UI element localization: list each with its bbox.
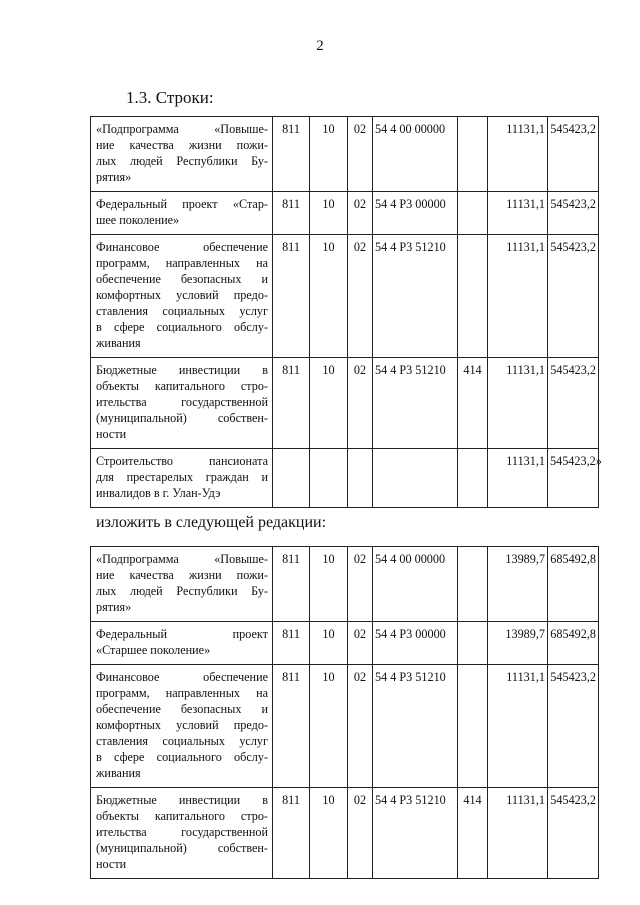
cell-ministry-code: 811 bbox=[273, 358, 310, 449]
item-name-line: Федеральный проект «Стар- bbox=[96, 197, 268, 211]
table-row bbox=[91, 449, 599, 508]
cell-target-code: 54 4 P3 51210 bbox=[373, 665, 458, 788]
item-name-line: живания bbox=[96, 766, 141, 780]
cell-expense-type bbox=[458, 665, 488, 788]
cell-ministry-code: 811 bbox=[273, 547, 310, 622]
cell-item-name bbox=[91, 547, 273, 622]
cell-amount-2: 545423,2 bbox=[548, 358, 599, 449]
item-name-line: инвалидов в г. Улан-Удэ bbox=[96, 486, 221, 500]
cell-amount-2: 685492,8 bbox=[548, 622, 599, 665]
cell-item-name bbox=[91, 358, 273, 449]
cell-target-code: 54 4 P3 51210 bbox=[373, 235, 458, 358]
table-body bbox=[91, 117, 602, 508]
cell-amount-2: 545423,2» bbox=[548, 449, 599, 508]
item-name-line: ние качества жизни пожи- bbox=[96, 138, 268, 152]
page-number: 2 bbox=[316, 38, 324, 54]
item-name-line: объекты капитального стро- bbox=[96, 379, 268, 393]
item-name-line: ставления социальных услуг bbox=[96, 734, 268, 748]
table-row bbox=[91, 192, 599, 235]
item-name-line: объекты капитального стро- bbox=[96, 809, 268, 823]
cell-target-code: 54 4 P3 00000 bbox=[373, 622, 458, 665]
item-name-line: Федеральный проект bbox=[96, 627, 268, 641]
item-name-line: ительства государственной bbox=[96, 395, 268, 409]
table-row bbox=[91, 547, 599, 622]
cell-expense-type bbox=[458, 235, 488, 358]
item-name-line: обеспечение безопасных и bbox=[96, 702, 268, 716]
cell-section-code: 10 bbox=[310, 358, 348, 449]
cell-subsection-code: 02 bbox=[348, 192, 373, 235]
cell-subsection-code: 02 bbox=[348, 788, 373, 879]
item-name-line: программ, направленных на bbox=[96, 686, 268, 700]
item-name-line: ставления социальных услуг bbox=[96, 304, 268, 318]
item-name-line: Бюджетные инвестиции в bbox=[96, 793, 268, 807]
cell-item-name bbox=[91, 235, 273, 358]
cell-item-name bbox=[91, 788, 273, 879]
cell-ministry-code bbox=[273, 449, 310, 508]
item-name-line: живания bbox=[96, 336, 141, 350]
table-row bbox=[91, 235, 599, 358]
item-name-line: ности bbox=[96, 857, 127, 871]
cell-section-code: 10 bbox=[310, 192, 348, 235]
item-name-line: шее поколение» bbox=[96, 213, 180, 227]
cell-target-code: 54 4 P3 51210 bbox=[373, 788, 458, 879]
table-row bbox=[91, 788, 599, 879]
cell-expense-type bbox=[458, 547, 488, 622]
budget-table-old bbox=[90, 116, 602, 508]
table-row bbox=[91, 665, 599, 788]
cell-amount-2: 545423,2 bbox=[548, 192, 599, 235]
item-name-line: Финансовое обеспечение bbox=[96, 670, 268, 684]
item-name-line: Бюджетные инвестиции в bbox=[96, 363, 268, 377]
cell-amount-2: 545423,2 bbox=[548, 235, 599, 358]
cell-subsection-code: 02 bbox=[348, 235, 373, 358]
cell-amount-1: 11131,1 bbox=[488, 449, 548, 508]
cell-amount-1: 11131,1 bbox=[488, 192, 548, 235]
cell-section-code: 10 bbox=[310, 117, 348, 192]
cell-ministry-code: 811 bbox=[273, 117, 310, 192]
cell-amount-1: 11131,1 bbox=[488, 117, 548, 192]
cell-amount-1: 11131,1 bbox=[488, 665, 548, 788]
intro-text: изложить в следующей редакции: bbox=[96, 514, 327, 531]
item-name-line: для престарелых граждан и bbox=[96, 470, 268, 484]
cell-subsection-code: 02 bbox=[348, 665, 373, 788]
cell-expense-type: 414 bbox=[458, 358, 488, 449]
item-name-line: лых людей Республики Бу- bbox=[96, 584, 268, 598]
cell-subsection-code: 02 bbox=[348, 547, 373, 622]
cell-ministry-code: 811 bbox=[273, 665, 310, 788]
cell-section-code: 10 bbox=[310, 665, 348, 788]
item-name-line: Строительство пансионата bbox=[96, 454, 268, 468]
item-name-line: комфортных условий предо- bbox=[96, 288, 268, 302]
table-row bbox=[91, 622, 599, 665]
cell-section-code: 10 bbox=[310, 547, 348, 622]
table-row bbox=[91, 117, 599, 192]
cell-section-code: 10 bbox=[310, 622, 348, 665]
cell-ministry-code: 811 bbox=[273, 192, 310, 235]
cell-expense-type bbox=[458, 117, 488, 192]
item-name-line: в сфере социального обслу- bbox=[96, 320, 268, 334]
item-name-line: «Старшее поколение» bbox=[96, 643, 211, 657]
cell-ministry-code: 811 bbox=[273, 622, 310, 665]
item-name-line: обеспечение безопасных и bbox=[96, 272, 268, 286]
item-name-line: ние качества жизни пожи- bbox=[96, 568, 268, 582]
cell-expense-type bbox=[458, 192, 488, 235]
cell-amount-1: 11131,1 bbox=[488, 235, 548, 358]
cell-amount-1: 13989,7 bbox=[488, 547, 548, 622]
cell-subsection-code: 02 bbox=[348, 358, 373, 449]
budget-table-new bbox=[90, 546, 599, 879]
item-name-line: ительства государственной bbox=[96, 825, 268, 839]
cell-expense-type bbox=[458, 622, 488, 665]
cell-amount-2: 545423,2 bbox=[548, 117, 599, 192]
item-name-line: в сфере социального обслу- bbox=[96, 750, 268, 764]
cell-subsection-code bbox=[348, 449, 373, 508]
item-name-line: рятия» bbox=[96, 170, 132, 184]
cell-target-code: 54 4 P3 00000 bbox=[373, 192, 458, 235]
item-name-line: лых людей Республики Бу- bbox=[96, 154, 268, 168]
cell-expense-type bbox=[458, 449, 488, 508]
item-name-line: комфортных условий предо- bbox=[96, 718, 268, 732]
cell-subsection-code: 02 bbox=[348, 622, 373, 665]
cell-target-code bbox=[373, 449, 458, 508]
cell-section-code: 10 bbox=[310, 235, 348, 358]
section-heading: 1.3. Строки: bbox=[126, 88, 214, 107]
cell-item-name bbox=[91, 192, 273, 235]
cell-ministry-code: 811 bbox=[273, 235, 310, 358]
item-name-line: «Подпрограмма «Повыше- bbox=[96, 122, 268, 136]
cell-item-name bbox=[91, 622, 273, 665]
table-body bbox=[91, 547, 599, 879]
cell-item-name bbox=[91, 449, 273, 508]
table-row bbox=[91, 358, 599, 449]
cell-amount-1: 11131,1 bbox=[488, 788, 548, 879]
cell-target-code: 54 4 00 00000 bbox=[373, 117, 458, 192]
item-name-line: (муниципальной) собствен- bbox=[96, 841, 268, 855]
cell-expense-type: 414 bbox=[458, 788, 488, 879]
cell-target-code: 54 4 00 00000 bbox=[373, 547, 458, 622]
cell-subsection-code: 02 bbox=[348, 117, 373, 192]
cell-amount-1: 13989,7 bbox=[488, 622, 548, 665]
item-name-line: Финансовое обеспечение bbox=[96, 240, 268, 254]
cell-item-name bbox=[91, 117, 273, 192]
cell-target-code: 54 4 P3 51210 bbox=[373, 358, 458, 449]
cell-ministry-code: 811 bbox=[273, 788, 310, 879]
cell-section-code: 10 bbox=[310, 788, 348, 879]
item-name-line: ности bbox=[96, 427, 127, 441]
item-name-line: (муниципальной) собствен- bbox=[96, 411, 268, 425]
item-name-line: рятия» bbox=[96, 600, 132, 614]
cell-item-name bbox=[91, 665, 273, 788]
cell-amount-1: 11131,1 bbox=[488, 358, 548, 449]
cell-amount-2: 685492,8 bbox=[548, 547, 599, 622]
item-name-line: «Подпрограмма «Повыше- bbox=[96, 552, 268, 566]
cell-amount-2: 545423,2 bbox=[548, 665, 599, 788]
cell-section-code bbox=[310, 449, 348, 508]
cell-amount-2: 545423,2 bbox=[548, 788, 599, 879]
item-name-line: программ, направленных на bbox=[96, 256, 268, 270]
